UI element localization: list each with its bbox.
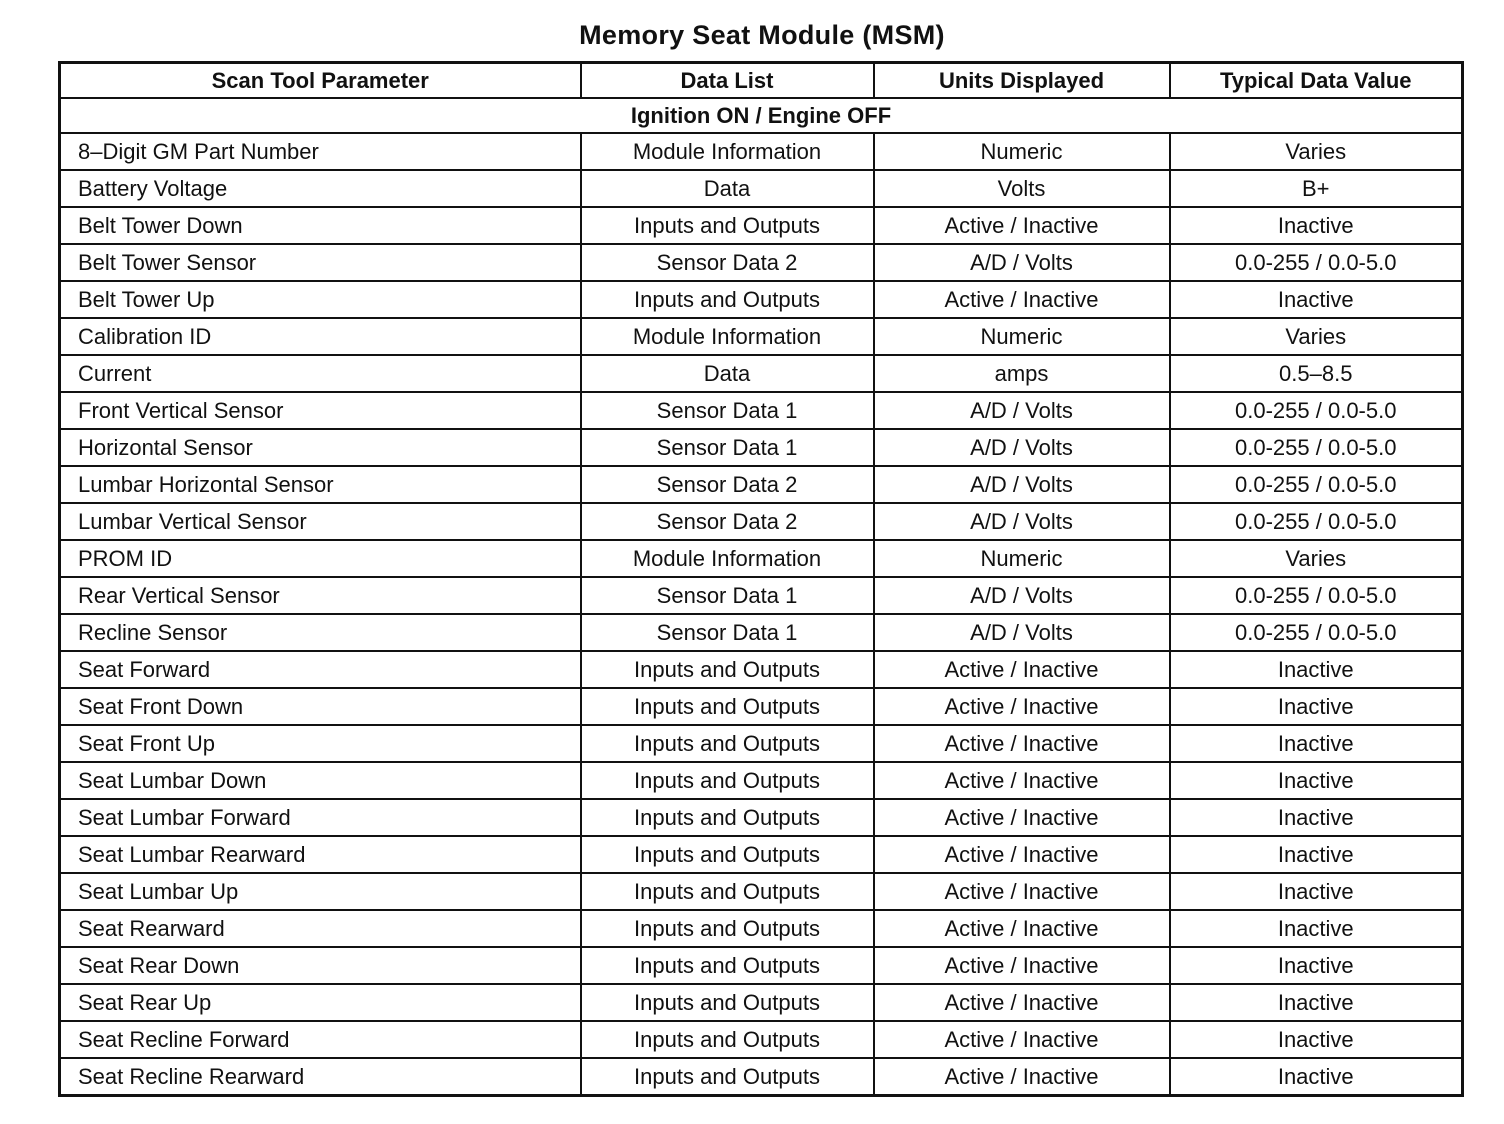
param-cell: Seat Recline Rearward xyxy=(60,1058,581,1096)
param-cell: Belt Tower Down xyxy=(60,207,581,244)
header-scan-tool-parameter: Scan Tool Parameter xyxy=(60,63,581,99)
table-row xyxy=(60,466,1463,503)
table-row xyxy=(60,503,1463,540)
units-cell: A/D / Volts xyxy=(874,429,1170,466)
units-cell: A/D / Volts xyxy=(874,577,1170,614)
units-cell: Active / Inactive xyxy=(874,1058,1170,1096)
table-row xyxy=(60,429,1463,466)
table-row xyxy=(60,614,1463,651)
typical-value-cell: Inactive xyxy=(1170,762,1463,799)
param-cell: Current xyxy=(60,355,581,392)
typical-value-cell: Inactive xyxy=(1170,910,1463,947)
data-list-cell: Module Information xyxy=(581,133,874,170)
units-cell: Active / Inactive xyxy=(874,725,1170,762)
typical-value-cell: B+ xyxy=(1170,170,1463,207)
param-cell: Seat Lumbar Up xyxy=(60,873,581,910)
section-label: Ignition ON / Engine OFF xyxy=(60,98,1463,133)
table-row xyxy=(60,725,1463,762)
data-list-cell: Inputs and Outputs xyxy=(581,281,874,318)
typical-value-cell: 0.0-255 / 0.0-5.0 xyxy=(1170,577,1463,614)
typical-value-cell: Inactive xyxy=(1170,688,1463,725)
table-row xyxy=(60,170,1463,207)
units-cell: Numeric xyxy=(874,133,1170,170)
data-list-cell: Inputs and Outputs xyxy=(581,688,874,725)
page-title: Memory Seat Module (MSM) xyxy=(579,20,945,50)
msm-data-table xyxy=(58,61,1464,1097)
table-row xyxy=(60,207,1463,244)
header-typical-data-value: Typical Data Value xyxy=(1170,63,1463,99)
data-list-cell: Inputs and Outputs xyxy=(581,1058,874,1096)
typical-value-cell: Inactive xyxy=(1170,984,1463,1021)
data-list-cell: Inputs and Outputs xyxy=(581,947,874,984)
units-cell: Active / Inactive xyxy=(874,651,1170,688)
param-cell: Seat Lumbar Rearward xyxy=(60,836,581,873)
data-list-cell: Inputs and Outputs xyxy=(581,762,874,799)
header-data-list: Data List xyxy=(581,63,874,99)
table-row xyxy=(60,947,1463,984)
typical-value-cell: Inactive xyxy=(1170,651,1463,688)
data-list-cell: Data xyxy=(581,170,874,207)
data-list-cell: Inputs and Outputs xyxy=(581,1021,874,1058)
data-list-cell: Module Information xyxy=(581,540,874,577)
param-cell: Seat Lumbar Forward xyxy=(60,799,581,836)
param-cell: Lumbar Vertical Sensor xyxy=(60,503,581,540)
header-row xyxy=(60,63,1463,99)
table-row xyxy=(60,910,1463,947)
units-cell: Active / Inactive xyxy=(874,281,1170,318)
typical-value-cell: 0.0-255 / 0.0-5.0 xyxy=(1170,614,1463,651)
data-list-cell: Module Information xyxy=(581,318,874,355)
units-cell: Active / Inactive xyxy=(874,688,1170,725)
table-body xyxy=(60,98,1463,1096)
units-cell: Volts xyxy=(874,170,1170,207)
table-row xyxy=(60,355,1463,392)
typical-value-cell: 0.0-255 / 0.0-5.0 xyxy=(1170,466,1463,503)
data-list-cell: Data xyxy=(581,355,874,392)
typical-value-cell: 0.0-255 / 0.0-5.0 xyxy=(1170,392,1463,429)
typical-value-cell: Varies xyxy=(1170,133,1463,170)
units-cell: Active / Inactive xyxy=(874,984,1170,1021)
param-cell: Seat Rearward xyxy=(60,910,581,947)
table-row xyxy=(60,984,1463,1021)
param-cell: Seat Rear Up xyxy=(60,984,581,1021)
units-cell: Numeric xyxy=(874,540,1170,577)
table-row xyxy=(60,1058,1463,1096)
typical-value-cell: 0.0-255 / 0.0-5.0 xyxy=(1170,503,1463,540)
data-list-cell: Sensor Data 1 xyxy=(581,614,874,651)
typical-value-cell: Inactive xyxy=(1170,947,1463,984)
data-list-cell: Inputs and Outputs xyxy=(581,651,874,688)
typical-value-cell: Inactive xyxy=(1170,1021,1463,1058)
units-cell: Active / Inactive xyxy=(874,947,1170,984)
data-list-cell: Inputs and Outputs xyxy=(581,836,874,873)
table-row xyxy=(60,762,1463,799)
units-cell: Active / Inactive xyxy=(874,873,1170,910)
data-list-cell: Sensor Data 2 xyxy=(581,503,874,540)
param-cell: Seat Forward xyxy=(60,651,581,688)
typical-value-cell: Inactive xyxy=(1170,873,1463,910)
table-row xyxy=(60,244,1463,281)
param-cell: Calibration ID xyxy=(60,318,581,355)
typical-value-cell: 0.0-255 / 0.0-5.0 xyxy=(1170,429,1463,466)
data-list-cell: Sensor Data 1 xyxy=(581,392,874,429)
typical-value-cell: Inactive xyxy=(1170,1058,1463,1096)
param-cell: Rear Vertical Sensor xyxy=(60,577,581,614)
units-cell: Active / Inactive xyxy=(874,836,1170,873)
param-cell: Seat Front Down xyxy=(60,688,581,725)
typical-value-cell: 0.0-255 / 0.0-5.0 xyxy=(1170,244,1463,281)
units-cell: Active / Inactive xyxy=(874,799,1170,836)
typical-value-cell: Inactive xyxy=(1170,799,1463,836)
param-cell: 8–Digit GM Part Number xyxy=(60,133,581,170)
table-row xyxy=(60,540,1463,577)
data-list-cell: Inputs and Outputs xyxy=(581,725,874,762)
param-cell: Belt Tower Sensor xyxy=(60,244,581,281)
param-cell: Seat Rear Down xyxy=(60,947,581,984)
param-cell: Seat Front Up xyxy=(60,725,581,762)
table-row xyxy=(60,1021,1463,1058)
param-cell: Battery Voltage xyxy=(60,170,581,207)
units-cell: Numeric xyxy=(874,318,1170,355)
param-cell: Seat Recline Forward xyxy=(60,1021,581,1058)
section-row xyxy=(60,98,1463,133)
units-cell: A/D / Volts xyxy=(874,503,1170,540)
data-list-cell: Inputs and Outputs xyxy=(581,910,874,947)
units-cell: A/D / Volts xyxy=(874,392,1170,429)
typical-value-cell: 0.5–8.5 xyxy=(1170,355,1463,392)
param-cell: PROM ID xyxy=(60,540,581,577)
units-cell: Active / Inactive xyxy=(874,910,1170,947)
typical-value-cell: Inactive xyxy=(1170,725,1463,762)
table-row xyxy=(60,318,1463,355)
param-cell: Horizontal Sensor xyxy=(60,429,581,466)
table-row xyxy=(60,873,1463,910)
data-list-cell: Sensor Data 1 xyxy=(581,429,874,466)
table-row xyxy=(60,577,1463,614)
table-row xyxy=(60,799,1463,836)
param-cell: Lumbar Horizontal Sensor xyxy=(60,466,581,503)
data-list-cell: Inputs and Outputs xyxy=(581,799,874,836)
units-cell: A/D / Volts xyxy=(874,244,1170,281)
units-cell: amps xyxy=(874,355,1170,392)
header-units-displayed: Units Displayed xyxy=(874,63,1170,99)
data-list-cell: Sensor Data 1 xyxy=(581,577,874,614)
typical-value-cell: Inactive xyxy=(1170,281,1463,318)
param-cell: Recline Sensor xyxy=(60,614,581,651)
param-cell: Front Vertical Sensor xyxy=(60,392,581,429)
data-list-cell: Inputs and Outputs xyxy=(581,984,874,1021)
param-cell: Seat Lumbar Down xyxy=(60,762,581,799)
data-list-cell: Sensor Data 2 xyxy=(581,466,874,503)
table-row xyxy=(60,688,1463,725)
data-list-cell: Inputs and Outputs xyxy=(581,207,874,244)
data-list-cell: Inputs and Outputs xyxy=(581,873,874,910)
units-cell: Active / Inactive xyxy=(874,207,1170,244)
typical-value-cell: Varies xyxy=(1170,318,1463,355)
param-cell: Belt Tower Up xyxy=(60,281,581,318)
typical-value-cell: Inactive xyxy=(1170,207,1463,244)
typical-value-cell: Varies xyxy=(1170,540,1463,577)
typical-value-cell: Inactive xyxy=(1170,836,1463,873)
data-list-cell: Sensor Data 2 xyxy=(581,244,874,281)
table-row xyxy=(60,133,1463,170)
table-row xyxy=(60,281,1463,318)
units-cell: A/D / Volts xyxy=(874,614,1170,651)
table-row xyxy=(60,836,1463,873)
units-cell: Active / Inactive xyxy=(874,762,1170,799)
units-cell: Active / Inactive xyxy=(874,1021,1170,1058)
units-cell: A/D / Volts xyxy=(874,466,1170,503)
table-row xyxy=(60,392,1463,429)
table-row xyxy=(60,651,1463,688)
